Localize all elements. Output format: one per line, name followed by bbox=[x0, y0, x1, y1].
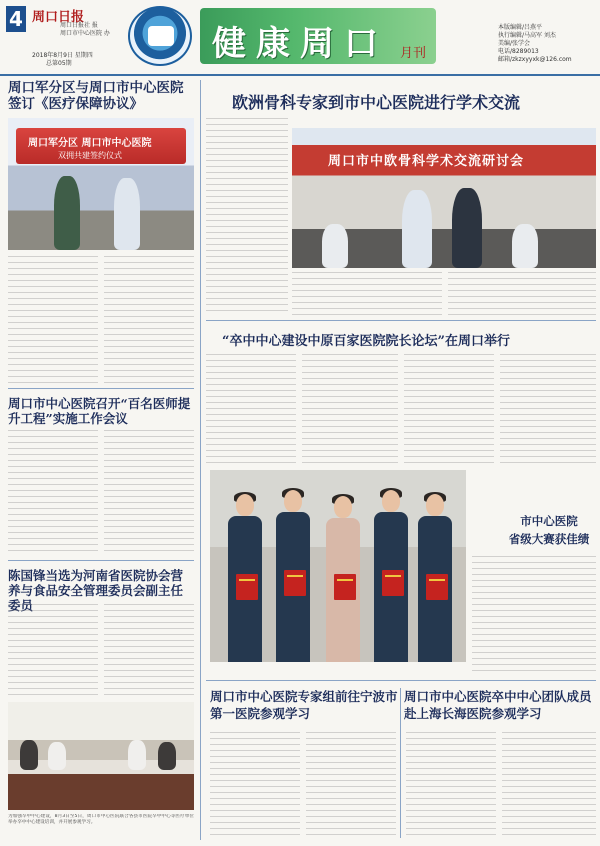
headline-line: 省级大赛获佳绩 bbox=[508, 532, 590, 546]
article-body bbox=[8, 430, 98, 556]
paper-name: 周口日报 bbox=[32, 10, 85, 25]
article-body bbox=[406, 732, 496, 836]
training-photo bbox=[8, 702, 194, 810]
article-body bbox=[472, 556, 596, 674]
publisher-line: 周口日报社 报 bbox=[60, 22, 98, 29]
column-divider bbox=[400, 688, 401, 838]
section-divider bbox=[206, 680, 596, 681]
editor-info bbox=[498, 24, 598, 64]
person-figure bbox=[54, 176, 80, 250]
section-divider bbox=[206, 320, 596, 321]
article-headline: 周口市中心医院卒中中心团队成员赴上海长海医院参观学习 bbox=[404, 689, 592, 721]
page-number: 4 bbox=[6, 6, 26, 32]
signing-ceremony-photo bbox=[8, 118, 194, 250]
article-body bbox=[404, 354, 494, 464]
photo-banner-text: 周口军分区 周口市中心医院 bbox=[28, 138, 152, 149]
editor-line: 执行编辑/马高军 刘杰 bbox=[498, 32, 556, 39]
article-body bbox=[292, 272, 442, 316]
headline-line: 市中心医院 bbox=[520, 514, 578, 528]
article-body bbox=[306, 732, 396, 836]
article-headline: 周口市中心医院召开“百名医师提升工程”实施工作会议 bbox=[8, 396, 191, 426]
editor-line: 电话/8289013 bbox=[498, 48, 539, 55]
article-body bbox=[104, 604, 194, 698]
column-divider bbox=[200, 80, 201, 840]
publisher-line: 周口市中心医院 办 bbox=[60, 30, 110, 37]
photo-caption: 为加强卒中中心建设，8月3日至5日，周口市中心医院联合各县市医院卒中中心等医疗单位举办卒中中心建设培训，并开展参观学习。 bbox=[8, 814, 194, 825]
article-body bbox=[500, 354, 596, 464]
issue-date: 2018年8月9日 星期四 bbox=[32, 52, 93, 59]
article-body bbox=[206, 354, 296, 464]
section-divider bbox=[8, 560, 194, 561]
article-body bbox=[8, 604, 98, 698]
article-body bbox=[210, 732, 300, 836]
issue-number: 总第05期 bbox=[46, 60, 72, 67]
article-body bbox=[302, 354, 398, 464]
person-figure bbox=[114, 178, 140, 250]
article-headline bbox=[506, 512, 592, 548]
article-body bbox=[206, 118, 288, 314]
hospital-logo-icon bbox=[128, 6, 192, 66]
article-headline: 欧洲骨科专家到市中心医院进行学术交流 bbox=[232, 93, 521, 112]
editor-line: 美编/张学会 bbox=[498, 40, 531, 47]
academic-exchange-photo bbox=[292, 128, 596, 268]
article-body bbox=[8, 256, 98, 384]
section-type: 月刊 bbox=[400, 46, 427, 61]
article-headline: “卒中中心建设中原百家医院院长论坛”在周口举行 bbox=[222, 334, 510, 349]
photo-banner-text: 双拥共建签约仪式 bbox=[58, 151, 122, 160]
article-headline: 周口军分区与周口市中心医院签订《医疗保障协议》 bbox=[8, 80, 184, 112]
section-divider bbox=[8, 388, 194, 389]
article-headline: 陈国锋当选为河南省医院协会营养与食品安全管理委员会副主任委员 bbox=[8, 568, 184, 613]
photo-banner-text: 周口市中欧骨科学术交流研讨会 bbox=[328, 154, 525, 169]
article-body bbox=[448, 272, 596, 316]
section-title: 健康周口 bbox=[212, 24, 388, 64]
article-body bbox=[502, 732, 596, 836]
article-body bbox=[104, 256, 194, 384]
nurses-award-photo bbox=[210, 470, 466, 662]
editor-line: 邮箱/zkzxyyxk@126.com bbox=[498, 56, 572, 63]
article-body bbox=[104, 430, 194, 556]
publisher-info bbox=[60, 22, 120, 38]
article-headline: 周口市中心医院专家组前往宁波市第一医院参观学习 bbox=[210, 689, 398, 721]
masthead bbox=[0, 0, 600, 76]
editor-line: 本版编辑/吕燕平 bbox=[498, 24, 543, 31]
